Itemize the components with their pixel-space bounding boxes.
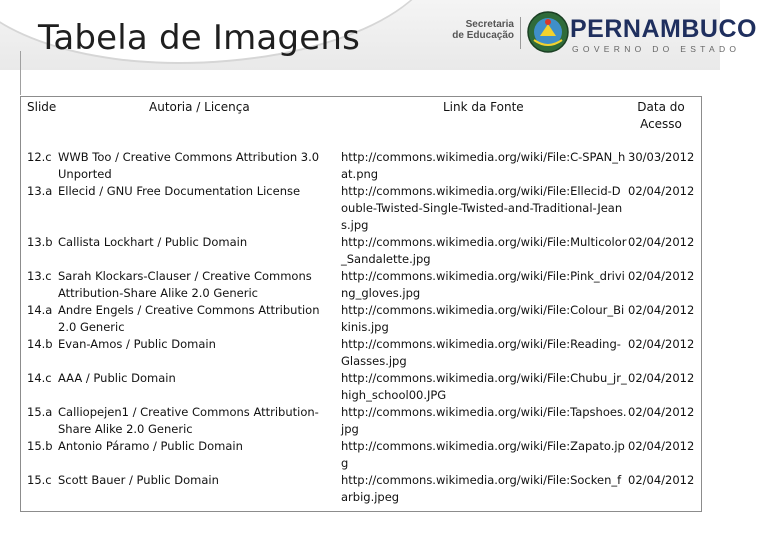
row-authorship: Callista Lockhart / Public Domain: [58, 235, 248, 249]
column-header-link: Link da Fonte: [443, 100, 524, 114]
state-seal-icon: [526, 10, 570, 54]
row-authorship: Antonio Páramo / Public Domain: [58, 439, 243, 453]
row-access-date: 02/04/2012: [628, 439, 695, 453]
logo-divider: [520, 17, 521, 49]
row-source-link[interactable]: http://commons.wikimedia.org/wiki/File:Zapato.jpg: [341, 439, 625, 470]
row-slide-id: 15.c: [27, 473, 52, 487]
column-header-autoria: Autoria / Licença: [149, 100, 250, 114]
row-source-link[interactable]: http://commons.wikimedia.org/wiki/File:Socken_farbig.jpeg: [341, 473, 622, 504]
row-slide-id: 15.b: [27, 439, 53, 453]
slide-header: [0, 0, 757, 70]
row-slide-id: 14.a: [27, 303, 53, 317]
row-slide-id: 13.c: [27, 269, 52, 283]
row-access-date: 02/04/2012: [628, 473, 695, 487]
row-source-link[interactable]: http://commons.wikimedia.org/wiki/File:Tapshoes.jpg: [341, 405, 627, 436]
row-source-link[interactable]: http://commons.wikimedia.org/wiki/File:Reading-Glasses.jpg: [341, 337, 621, 368]
row-source-link[interactable]: http://commons.wikimedia.org/wiki/File:Multicolor_Sandalette.jpg: [341, 235, 627, 266]
row-access-date: 02/04/2012: [628, 184, 695, 198]
row-authorship: Calliopejen1 / Creative Commons Attribution-Share Alike 2.0 Generic: [58, 405, 319, 436]
row-authorship: Andre Engels / Creative Commons Attribution 2.0 Generic: [58, 303, 320, 334]
row-authorship: Ellecid / GNU Free Documentation License: [58, 184, 301, 198]
row-access-date: 02/04/2012: [628, 337, 695, 351]
secretaria-label: Secretaria de Educação: [452, 19, 514, 41]
row-slide-id: 13.b: [27, 235, 53, 249]
row-authorship: Evan-Amos / Public Domain: [58, 337, 216, 351]
state-name: PERNAMBUCO: [570, 15, 757, 43]
row-access-date: 02/04/2012: [628, 235, 695, 249]
government-logo: [452, 10, 757, 64]
row-authorship: AAA / Public Domain: [58, 371, 176, 385]
title-rule: [20, 51, 21, 95]
row-access-date: 02/04/2012: [628, 405, 695, 419]
row-access-date: 02/04/2012: [628, 371, 695, 385]
row-slide-id: 13.a: [27, 184, 53, 198]
row-slide-id: 14.c: [27, 371, 52, 385]
row-authorship: WWB Too / Creative Commons Attribution 3.0 Unported: [58, 150, 320, 181]
row-source-link[interactable]: http://commons.wikimedia.org/wiki/File:Chubu_jr_high_school00.JPG: [341, 371, 627, 402]
row-authorship: Scott Bauer / Public Domain: [58, 473, 219, 487]
row-slide-id: 14.b: [27, 337, 53, 351]
row-access-date: 02/04/2012: [628, 303, 695, 317]
row-slide-id: 15.a: [27, 405, 53, 419]
column-header-slide: Slide: [27, 100, 57, 114]
column-header-data: Data do Acesso: [637, 100, 685, 131]
row-source-link[interactable]: http://commons.wikimedia.org/wiki/File:Ellecid-Double-Twisted-Single-Twisted-and-Traditional-Jeans.jpg: [341, 184, 623, 232]
row-slide-id: 12.c: [27, 150, 52, 164]
row-source-link[interactable]: http://commons.wikimedia.org/wiki/File:Pink_driving_gloves.jpg: [341, 269, 625, 300]
image-table: [20, 96, 702, 512]
row-access-date: 02/04/2012: [628, 269, 695, 283]
row-authorship: Sarah Klockars-Clauser / Creative Commons Attribution-Share Alike 2.0 Generic: [58, 269, 312, 300]
row-source-link[interactable]: http://commons.wikimedia.org/wiki/File:Colour_Bikinis.jpg: [341, 303, 625, 334]
state-subtitle: GOVERNO DO ESTADO: [572, 44, 741, 54]
row-source-link[interactable]: http://commons.wikimedia.org/wiki/File:C-SPAN_hat.png: [341, 150, 626, 181]
page-title: Tabela de Imagens: [38, 18, 361, 58]
row-access-date: 30/03/2012: [628, 150, 695, 164]
